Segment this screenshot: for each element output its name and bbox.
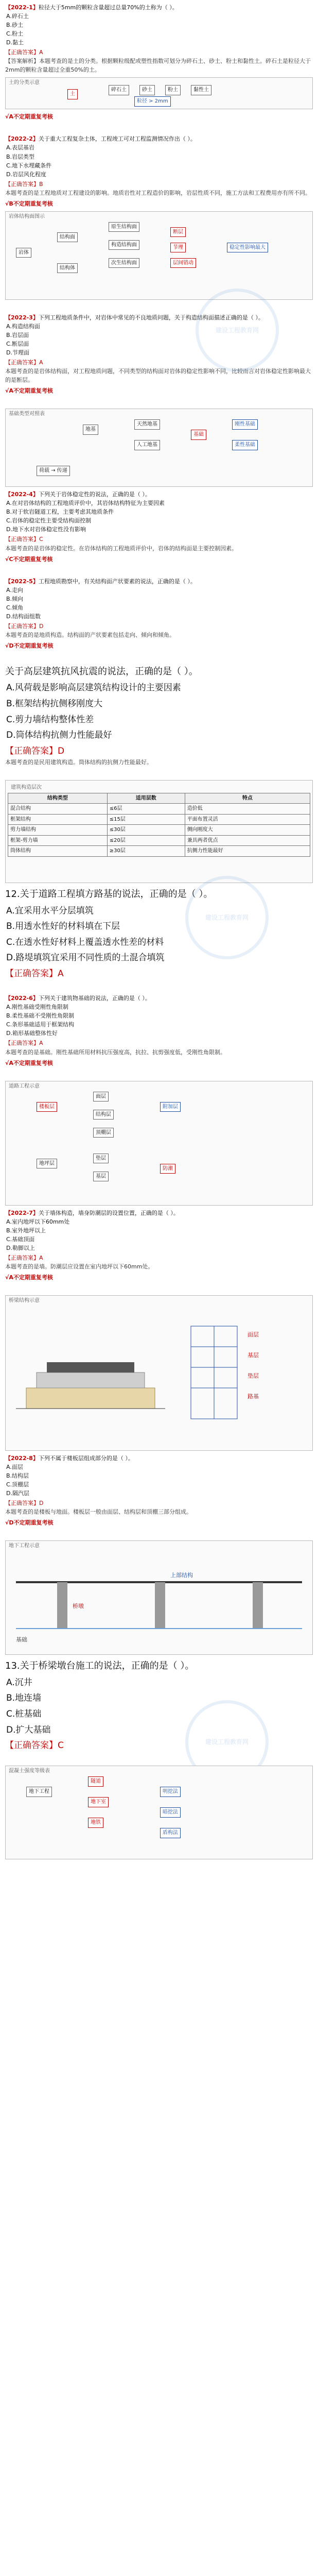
- explanation-text: 本题考查的是基础。刚性基础所用材料抗压强度高，抗拉、抗剪强度低，受刚性角限制。: [5, 1048, 226, 1056]
- answer-label: 【正确答案】A: [5, 1254, 43, 1261]
- ok-row: √D不定期重复考核: [5, 642, 54, 649]
- option-d[interactable]: D.筒体结构抗侧力性能最好: [6, 730, 112, 741]
- question-stem: 关于墙体构造，墙身防潮层的设置位置，正确的是（ ）。: [38, 1209, 179, 1216]
- option-b[interactable]: B.岩层面: [6, 331, 29, 338]
- bridge-diagram: [6, 1551, 312, 1649]
- explanation-text: 本题考查的是土的分类。根据颗粒级配或塑性指数可划分为碎石土、砂土、粉土和黏性土。碎石土是粒径大于2mm的颗粒含量超过全重50%的土。: [5, 58, 311, 74]
- ok-row: √A不定期重复考核: [5, 1274, 53, 1281]
- option-c[interactable]: C.断层面: [6, 340, 29, 347]
- explanation-text: 本题考查的是民用建筑构造。筒体结构的抗侧力性能最好。: [5, 759, 152, 766]
- figure-caption: 基础类型对照表: [9, 411, 45, 417]
- question-4: [5, 409, 313, 563]
- question-number: 12.: [5, 889, 20, 900]
- watermark: 建设工程教育网: [196, 289, 279, 372]
- option-a[interactable]: A.面层: [6, 1464, 23, 1471]
- ok-row: √A不定期重复考核: [5, 387, 53, 395]
- figure-caption: 建筑构造层次: [11, 785, 42, 791]
- svg-text:垫层: 垫层: [248, 1372, 259, 1380]
- figure-structure-table: [5, 780, 313, 883]
- answer-label: 【正确答案】D: [5, 745, 65, 756]
- explanation-text: 本题考查的是地质构造。结构面的产状要素包括走向、倾向和倾角。: [5, 631, 175, 638]
- question-tag: 【2022-2】: [5, 135, 39, 143]
- option-c[interactable]: C.基础顶面: [6, 1235, 35, 1243]
- question-stem: 下列工程地质条件中，对岩体中常见的不良地质问题，关于构造结构面描述正确的是（ ）。: [38, 314, 264, 321]
- figure-building-layers: 道路工程示意 楼板层 面层 结构层 顶棚层 附加层 地坪层 垫层 基层 防潮: [5, 1081, 313, 1206]
- ok-row: √B不定期重复考核: [5, 200, 53, 207]
- figure-rock-structure: 岩体结构面图示 岩体 结构面 结构体 原生结构面 构造结构面 次生结构面 断层 节理 层间错动 稳定性影响最大: [5, 211, 313, 300]
- option-a[interactable]: A.碎石土: [6, 13, 29, 20]
- option-c[interactable]: C.地下水埋藏条件: [6, 162, 52, 169]
- question-stem: 工程地质勘察中，有关结构面产状要素的说法，正确的是（ ）。: [38, 578, 196, 585]
- figure-road: [5, 1295, 313, 1451]
- svg-text:面层: 面层: [248, 1331, 259, 1338]
- option-a[interactable]: A.沉井: [6, 1677, 32, 1688]
- big-question-a: [5, 664, 313, 767]
- option-a[interactable]: A.走向: [6, 586, 23, 594]
- road-diagram: [6, 1306, 312, 1445]
- ok-row: √A不定期重复考核: [5, 1059, 53, 1066]
- question-5: [5, 577, 313, 650]
- structure-table: 结构类型 适用层数 特点 混合结构 ≤6层 造价低 框架结构 ≤15层 平面布置灵活 剪力墙结构 ≤30层 侧向刚度大 框架-剪力墙 ≤20层 兼具两者优点 筒体结构 ≥30层 抗侧力性能最好: [8, 793, 310, 857]
- option-b[interactable]: B.柔性基础不受刚性角限制: [6, 1012, 75, 1020]
- option-b[interactable]: B.结构层: [6, 1472, 29, 1480]
- question-number: 13.: [5, 1660, 20, 1672]
- ok-row: √A不定期重复考核: [5, 113, 53, 121]
- figure-caption: 桥梁结构示意: [9, 1297, 40, 1303]
- question-stem: 关于道路工程填方路基的说法，正确的是（ ）。: [20, 889, 213, 900]
- figure-caption: 混凝土强度等级表: [9, 1768, 50, 1774]
- question-tag: 【2022-7】: [5, 1209, 39, 1216]
- figure-caption: 土的分类示意: [9, 80, 40, 86]
- watermark: 建设工程教育网: [185, 1700, 269, 1784]
- option-c[interactable]: C.在透水性好材料上覆盖透水性差的材料: [6, 937, 164, 947]
- figure-caption: 道路工程示意: [9, 1083, 40, 1089]
- question-stem: 粒径大于5mm的颗粒含量超过总量70%的土称为（ ）。: [38, 4, 178, 11]
- figure-bridge: [5, 1540, 313, 1655]
- question-7: [5, 1209, 313, 1282]
- option-d[interactable]: D.结构面组数: [6, 613, 41, 620]
- answer-label: 【正确答案】A: [5, 49, 43, 56]
- svg-text:基层: 基层: [248, 1352, 259, 1359]
- figure-caption: 地下工程示意: [9, 1543, 40, 1549]
- answer-label: 【正确答案】A: [5, 1040, 43, 1047]
- big-question-12: [5, 886, 313, 980]
- question-1: [5, 3, 313, 121]
- ok-row: √C不定期重复考核: [5, 555, 53, 563]
- option-a[interactable]: A.构造结构面: [6, 323, 40, 330]
- option-d[interactable]: D.扩大基础: [6, 1724, 51, 1735]
- explanation-text: 本题考查的是楼板与地面。楼板层一般由面层、结构层和顶棚三部分组成。: [5, 1509, 192, 1516]
- ok-row: √D不定期重复考核: [5, 1519, 54, 1527]
- option-b[interactable]: B.框架结构抗侧移刚度大: [6, 698, 103, 709]
- answer-label: 【正确答案】B: [5, 180, 43, 188]
- option-b[interactable]: B.对于软岩隧道工程，主要考虑其地质条件: [6, 509, 114, 516]
- option-c[interactable]: C.倾角: [6, 604, 24, 611]
- answer-label: 【正确答案】D: [5, 622, 44, 630]
- question-6: [5, 994, 313, 1067]
- option-c[interactable]: C.顶棚层: [6, 1481, 29, 1488]
- option-d[interactable]: D.地下水对岩体稳定性没有影响: [6, 526, 86, 533]
- option-a[interactable]: A.风荷载是影响高层建筑结构设计的主要因素: [6, 683, 181, 693]
- question-tag: 【2022-8】: [5, 1454, 39, 1462]
- question-8: [5, 1454, 313, 1527]
- option-a[interactable]: A.在对岩体结构的工程地质评价中，其岩体结构特征为主要因素: [6, 500, 165, 507]
- option-c[interactable]: C.桩基础: [6, 1708, 42, 1719]
- question-stem: 下列关于建筑物基础的说法，正确的是（ ）。: [38, 995, 151, 1002]
- option-b[interactable]: B.地连墙: [6, 1693, 42, 1704]
- question-2: [5, 134, 313, 299]
- option-c[interactable]: C.粉土: [6, 30, 24, 38]
- figure-foundation: 基础类型对照表 地基 天然地基 人工地基 基础 刚性基础 柔性基础 荷载 → 传递: [5, 409, 313, 487]
- question-tag: 【2022-4】: [5, 491, 39, 498]
- option-d[interactable]: D.隔汽层: [6, 1490, 29, 1497]
- answer-label: 【正确答案】A: [5, 968, 64, 979]
- option-d[interactable]: D.节理面: [6, 349, 29, 356]
- answer-label: 【正确答案】A: [5, 359, 43, 366]
- question-tag: 【2022-5】: [5, 578, 39, 585]
- svg-text:基础: 基础: [16, 1636, 27, 1643]
- option-a[interactable]: A.宜采用水平分层填筑: [6, 905, 94, 916]
- answer-label: 【正确答案】C: [5, 536, 43, 543]
- explanation-text: 本题考查的是岩体结构面，对工程地质问题，不同类型的结构面对岩体的稳定性影响不同，比较而言对岩体稳定性影响最大的是断层。: [5, 368, 311, 384]
- question-tag: 【2022-1】: [5, 4, 39, 11]
- option-d[interactable]: D.黏土: [6, 39, 24, 46]
- answer-label: 【正确答案】C: [5, 1740, 64, 1751]
- option-b[interactable]: B.岩层类型: [6, 153, 35, 160]
- watermark: 建设工程教育网: [185, 876, 269, 959]
- svg-text:桥墩: 桥墩: [73, 1602, 84, 1609]
- option-c[interactable]: C.剪力墙结构整体性差: [6, 714, 94, 725]
- question-tag: 【2022-3】: [5, 314, 39, 321]
- option-b[interactable]: B.室外地坪以上: [6, 1227, 46, 1234]
- option-d[interactable]: D.箱形基础整体性好: [6, 1030, 58, 1037]
- question-stem: 关于高层建筑抗风抗震的说法，正确的是（ ）。: [5, 666, 198, 677]
- option-a[interactable]: A.表层基岩: [6, 144, 34, 151]
- option-c[interactable]: C.岩体的稳定性主要受结构面控制: [6, 517, 92, 524]
- figure-caption: 岩体结构面图示: [9, 213, 45, 219]
- question-tag: 【2022-6】: [5, 995, 39, 1002]
- explanation-text: 本题考查的是墙。防潮层应设置在室内地坪以下60mm处。: [5, 1263, 154, 1270]
- question-stem: 关于重大工程复杂土体，工程竣工可对工程监测情况作出（ ）。: [38, 135, 196, 143]
- option-c[interactable]: C.条形基础适用于框架结构: [6, 1021, 75, 1028]
- question-stem: 下列不属于楼板层组成部分的是（ ）。: [38, 1454, 134, 1462]
- question-3: [5, 313, 313, 395]
- option-b[interactable]: B.倾向: [6, 595, 24, 602]
- question-stem: 关于桥梁墩台施工的说法，正确的是（ ）。: [20, 1660, 195, 1672]
- figure-underground: 混凝土强度等级表 地下工程 隧道 地下室 地铁 明挖法 暗挖法 盾构法: [5, 1766, 313, 1859]
- figure-soil: 土的分类示意 土 碎石土 砂土 粉土 黏性土 粒径 > 2mm: [5, 77, 313, 109]
- option-b[interactable]: B.用透水性好的材料填在下层: [6, 921, 120, 932]
- svg-text:上部结构: 上部结构: [170, 1571, 193, 1579]
- svg-text:路基: 路基: [248, 1393, 259, 1400]
- option-a[interactable]: A.刚性基础受刚性角限制: [6, 1004, 68, 1011]
- explanation-text: 本题考查的是工程地质对工程建设的影响。地质岩性对工程造价的影响，岩层性质不同，施工方法和工程费用亦有所不同。: [5, 189, 311, 196]
- explanation-text: 本题考查的是岩体的稳定性。在岩体结构的工程地质评价中，岩体的结构面是主要控制因素。: [5, 545, 237, 552]
- option-a[interactable]: A.室内地坪以下60mm处: [6, 1218, 70, 1225]
- big-question-13: [5, 1658, 313, 1752]
- option-d[interactable]: D.岩层风化程度: [6, 171, 46, 178]
- option-d[interactable]: D.路堤填筑宜采用不同性质的土混合填筑: [6, 953, 165, 963]
- explanation-label: 【答案解析】: [5, 58, 39, 65]
- option-d[interactable]: D.勒脚以上: [6, 1244, 35, 1251]
- answer-label: 【正确答案】D: [5, 1500, 44, 1507]
- question-stem: 下列关于岩体稳定性的说法，正确的是（ ）。: [38, 491, 151, 498]
- option-b[interactable]: B.砂土: [6, 22, 24, 29]
